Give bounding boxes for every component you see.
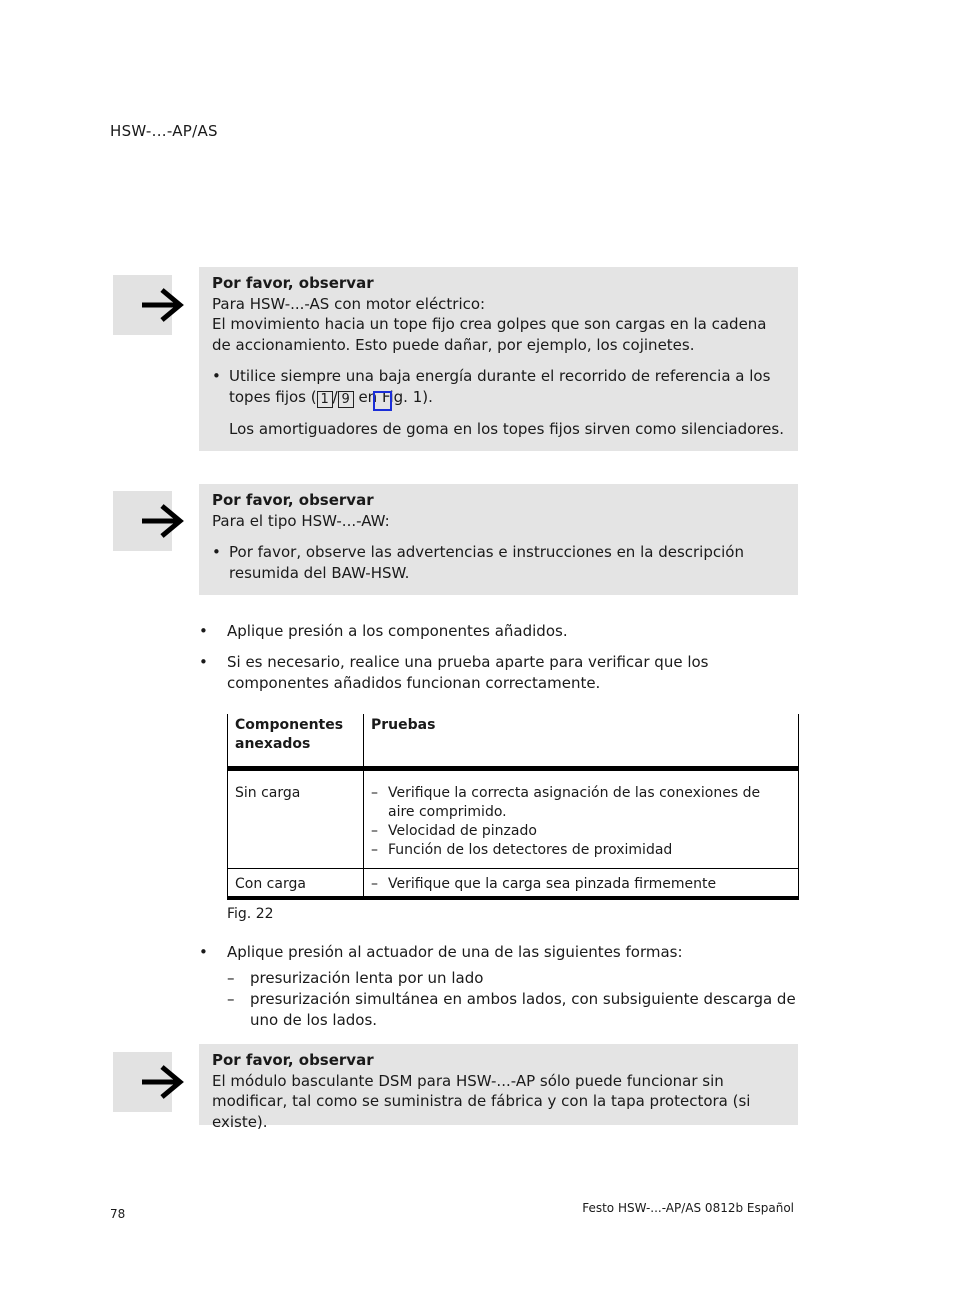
- note-text: El módulo basculante DSM para HSW-...-AP sólo puede funcionar sin modificar, tal como se suministra de fábrica y con la tapa protectora (si existe).: [212, 1071, 751, 1131]
- note-box-2: [199, 484, 798, 595]
- table-header-row: [228, 714, 799, 769]
- position-key-1: 1: [317, 391, 333, 408]
- bullet-text-pre: Utilice siempre una baja energía durante el recorrido de referencia a los topes fijos (: [229, 367, 771, 406]
- note-subtext: Los amortiguadores de goma en los topes fijos sirven como silenciadores.: [229, 419, 784, 438]
- note-bullet: • Por favor, observe las advertencias e instrucciones en la descripción resumida del BAW-HSW.: [212, 542, 786, 583]
- figure-caption: Fig. 22: [227, 906, 274, 922]
- sub-list-item: [227, 989, 799, 1031]
- table-cell-tests: [364, 869, 799, 899]
- bullet-text-post: en Fig. 1).: [353, 387, 433, 406]
- arrow-right-icon: [140, 503, 184, 539]
- running-header: HSW-...-AP/AS: [110, 122, 218, 140]
- note-icon-box: [113, 491, 172, 551]
- note-title: Por favor, observar: [212, 274, 374, 292]
- note-text: Para el tipo HSW-...-AW:: [212, 511, 390, 530]
- dash-icon: –: [227, 990, 235, 1008]
- document-footer: Festo HSW-...-AP/AS 0812b Español: [582, 1201, 794, 1215]
- dash-icon: –: [371, 785, 378, 801]
- text-cursor-marker: [373, 391, 392, 411]
- list-item-text: Si es necesario, realice una prueba aparte para verificar que los componentes añadidos funcionan correctamente.: [227, 653, 709, 692]
- list-item: [199, 652, 799, 694]
- dash-icon: –: [371, 842, 378, 858]
- note-icon-box: [113, 275, 172, 335]
- sub-list-item: [227, 968, 799, 989]
- table-header-cell: Componentes anexados: [228, 714, 364, 769]
- list-item-text: Aplique presión a los componentes añadidos.: [227, 622, 568, 640]
- test-item: [371, 784, 791, 822]
- note-icon-box: [113, 1052, 172, 1112]
- list-item: [199, 621, 799, 642]
- dash-icon: –: [371, 823, 378, 839]
- test-item: [371, 841, 791, 860]
- test-text: Verifique la correcta asignación de las conexiones de aire comprimido.: [388, 785, 761, 820]
- test-item: [371, 822, 791, 841]
- tests-table: [227, 714, 799, 900]
- page-number: 78: [110, 1207, 126, 1221]
- test-item: [371, 875, 791, 894]
- table-header-cell: Pruebas: [364, 714, 799, 769]
- note-title: Por favor, observar: [212, 491, 374, 509]
- arrow-right-icon: [140, 287, 184, 323]
- arrow-right-icon: [140, 1064, 184, 1100]
- note-title: Por favor, observar: [212, 1051, 374, 1069]
- note-text: El movimiento hacia un tope fijo crea golpes que son cargas en la cadena de accionamiento. Esto puede dañar, por ejemplo, los cojinetes.: [212, 315, 767, 354]
- key-separator: /: [332, 387, 338, 406]
- table-cell-tests: [364, 769, 799, 869]
- sub-list: [227, 968, 799, 1031]
- dash-icon: –: [371, 876, 378, 892]
- sub-list-text: presurización simultánea en ambos lados, con subsiguiente descarga de uno de los lados.: [250, 990, 796, 1029]
- note-text: Para HSW-...-AS con motor eléctrico:: [212, 294, 486, 313]
- list-item-text: Aplique presión al actuador de una de las siguientes formas:: [227, 943, 683, 961]
- table-cell-component: Con carga: [228, 869, 364, 899]
- sub-list-text: presurización lenta por un lado: [250, 969, 484, 987]
- table-cell-component: Sin carga: [228, 769, 364, 869]
- table-row: [228, 869, 799, 899]
- table-row: [228, 769, 799, 869]
- note-box-1: [199, 267, 798, 451]
- test-text: Verifique que la carga sea pinzada firmemente: [388, 876, 717, 892]
- dash-icon: –: [227, 969, 235, 987]
- test-text: Función de los detectores de proximidad: [388, 842, 673, 858]
- bullet-icon: •: [199, 653, 208, 671]
- bullet-icon: •: [199, 622, 208, 640]
- list-item: [199, 942, 799, 1031]
- note-box-3: [199, 1044, 798, 1131]
- test-text: Velocidad de pinzado: [388, 823, 537, 839]
- position-key-9: 9: [338, 391, 354, 408]
- note-bullet: [212, 366, 786, 408]
- bullet-icon: •: [199, 943, 208, 961]
